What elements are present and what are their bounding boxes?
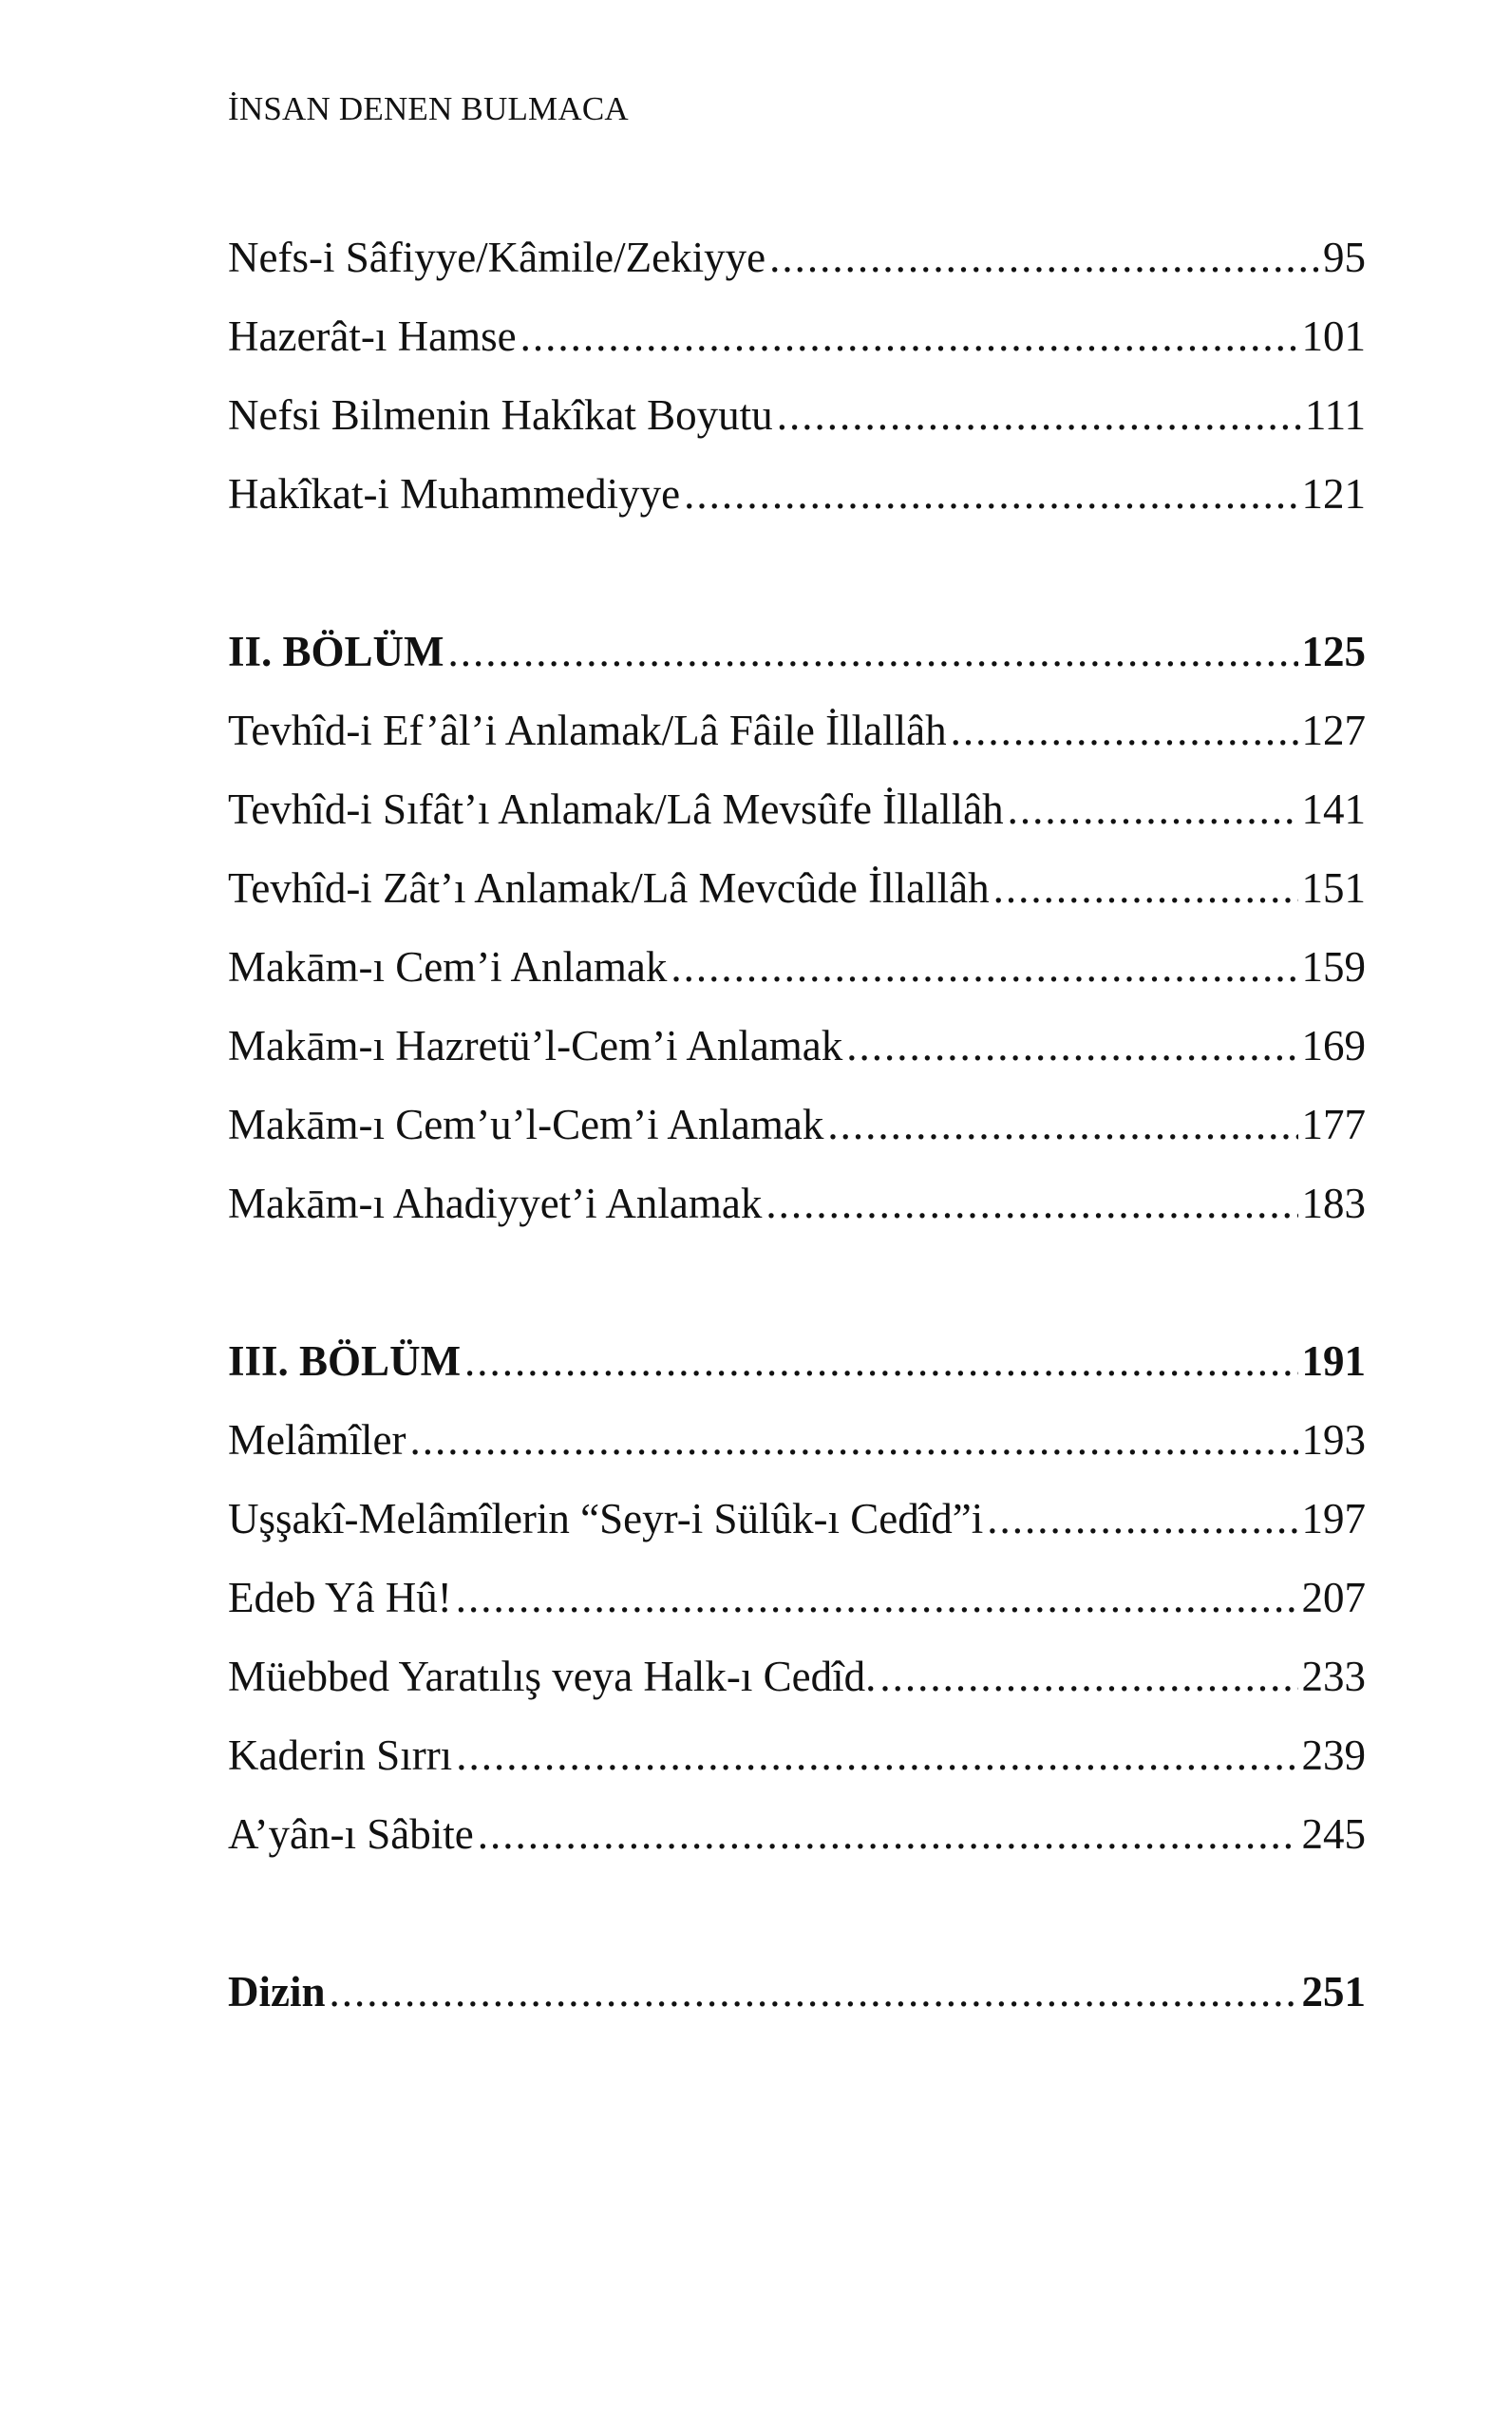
dot-leader (951, 691, 1298, 770)
toc-entry-title: Müebbed Yaratılış veya Halk-ı Cedîd. (228, 1653, 877, 1700)
toc-entry[interactable] (228, 849, 1366, 928)
toc-entry-title: Hakîkat-i Muhammediyye (228, 470, 681, 518)
dot-leader (993, 849, 1298, 928)
dot-leader (409, 1401, 1297, 1480)
toc-entry-title: Makām-ı Hazretü’l-Cem’i Anlamak (228, 1022, 843, 1069)
toc-entry-page: 127 (1301, 707, 1366, 754)
toc-section-heading[interactable] (228, 613, 1366, 691)
toc-entry-title: Tevhîd-i Ef’âl’i Anlamak/Lâ Fâile İllallâh (228, 707, 947, 754)
index-page: 251 (1301, 1968, 1366, 2015)
toc-entry-title: Makām-ı Cem’u’l-Cem’i Anlamak (228, 1101, 824, 1148)
dot-leader (846, 1007, 1297, 1086)
toc-entry[interactable] (228, 1637, 1366, 1716)
dot-leader (684, 455, 1297, 534)
toc-entry-page: 95 (1323, 234, 1366, 281)
toc-entry[interactable] (228, 1559, 1366, 1637)
toc-entry-page: 121 (1301, 470, 1366, 518)
toc-entry[interactable] (228, 376, 1366, 455)
toc-entry-page: 245 (1301, 1810, 1366, 1858)
toc-entry[interactable] (228, 1401, 1366, 1480)
index-title: Dizin (228, 1968, 326, 2015)
table-of-contents (228, 218, 1366, 2032)
section-spacer (228, 1243, 1366, 1322)
toc-entry-title: Tevhîd-i Sıfât’ı Anlamak/Lâ Mevsûfe İllallâh (228, 785, 1004, 833)
dot-leader (464, 1322, 1297, 1401)
section-spacer (228, 1874, 1366, 1953)
toc-entry-title: Kaderin Sırrı (228, 1731, 453, 1779)
section-spacer (228, 534, 1366, 613)
toc-entry-page: 233 (1301, 1653, 1366, 1700)
toc-entry-title: Tevhîd-i Zât’ı Anlamak/Lâ Mevcûde İllallâh (228, 864, 990, 912)
section-page: 125 (1301, 628, 1366, 675)
toc-entry[interactable] (228, 218, 1366, 297)
toc-entry[interactable] (228, 1007, 1366, 1086)
toc-entry-title: Makām-ı Ahadiyyet’i Anlamak (228, 1180, 763, 1227)
section-title: III. BÖLÜM (228, 1337, 462, 1385)
toc-entry[interactable] (228, 455, 1366, 534)
dot-leader (765, 1164, 1297, 1243)
dot-leader (478, 1795, 1298, 1874)
toc-entry-page: 159 (1301, 943, 1366, 991)
toc-entry-page: 169 (1301, 1022, 1366, 1069)
dot-leader (987, 1480, 1297, 1559)
toc-entry-page: 207 (1301, 1574, 1366, 1621)
toc-entry[interactable] (228, 1086, 1366, 1164)
toc-entry[interactable] (228, 1795, 1366, 1874)
dot-leader (879, 1637, 1297, 1716)
toc-entry-page: 177 (1301, 1101, 1366, 1148)
toc-entry-page: 151 (1301, 864, 1366, 912)
toc-entry-page: 183 (1301, 1180, 1366, 1227)
toc-entry-page: 141 (1301, 785, 1366, 833)
dot-leader (448, 613, 1298, 691)
running-header: İNSAN DENEN BULMACA (228, 90, 629, 127)
dot-leader (827, 1086, 1297, 1164)
dot-leader (456, 1716, 1297, 1795)
dot-leader (777, 376, 1301, 455)
dot-leader (520, 297, 1298, 376)
toc-entry-page: 193 (1301, 1416, 1366, 1464)
toc-entry[interactable] (228, 691, 1366, 770)
toc-index-entry[interactable] (228, 1953, 1366, 2032)
toc-entry-title: Melâmîler (228, 1416, 406, 1464)
toc-entry[interactable] (228, 1716, 1366, 1795)
toc-entry[interactable] (228, 1480, 1366, 1559)
toc-entry[interactable] (228, 770, 1366, 849)
toc-entry-title: Makām-ı Cem’i Anlamak (228, 943, 668, 991)
toc-entry-title: Hazerât-ı Hamse (228, 312, 517, 360)
toc-entry[interactable] (228, 297, 1366, 376)
toc-entry-title: Uşşakî-Melâmîlerin “Seyr-i Sülûk-ı Cedîd”i (228, 1495, 984, 1542)
toc-entry[interactable] (228, 928, 1366, 1007)
section-page: 191 (1301, 1337, 1366, 1385)
dot-leader (671, 928, 1297, 1007)
dot-leader (1008, 770, 1298, 849)
toc-entry-title: Nefsi Bilmenin Hakîkat Boyutu (228, 391, 773, 439)
toc-entry-page: 101 (1301, 312, 1366, 360)
toc-entry-page: 239 (1301, 1731, 1366, 1779)
toc-entry[interactable] (228, 1164, 1366, 1243)
dot-leader (456, 1559, 1298, 1637)
toc-entry-page: 197 (1301, 1495, 1366, 1542)
dot-leader (769, 218, 1319, 297)
dot-leader (330, 1953, 1298, 2032)
section-title: II. BÖLÜM (228, 628, 444, 675)
toc-section-heading[interactable] (228, 1322, 1366, 1401)
toc-entry-page: 111 (1304, 391, 1366, 439)
toc-entry-title: A’yân-ı Sâbite (228, 1810, 474, 1858)
toc-entry-title: Edeb Yâ Hû! (228, 1574, 452, 1621)
toc-entry-title: Nefs-i Sâfiyye/Kâmile/Zekiyye (228, 234, 766, 281)
